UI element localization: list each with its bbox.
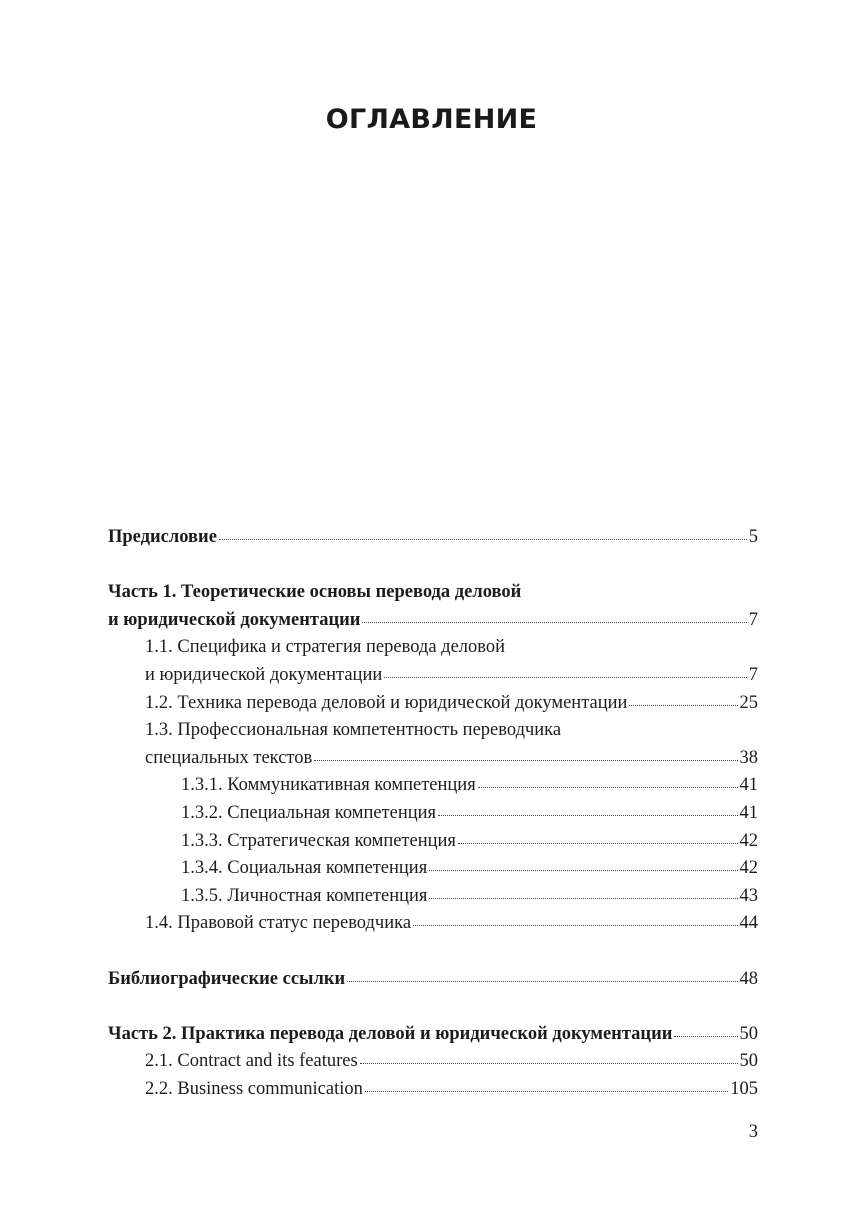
dot-leader — [413, 924, 737, 926]
toc-entry-preface[interactable] — [108, 524, 758, 552]
toc-entry-1-2[interactable] — [108, 690, 758, 718]
dot-leader — [360, 1062, 738, 1064]
toc-entry-title: 1.4. Правовой статус переводчика — [145, 913, 412, 934]
toc-entry-1-3-1[interactable] — [108, 772, 758, 800]
toc-page-number: 50 — [739, 1023, 758, 1044]
toc-entry-title: 1.3.1. Коммуникативная компетенция — [181, 775, 476, 796]
page-title: ОГЛАВЛЕНИЕ — [325, 104, 538, 135]
toc-page-number: 7 — [748, 664, 758, 685]
toc-entry-1-3[interactable] — [108, 717, 758, 772]
toc-page-number: 43 — [739, 885, 758, 906]
dot-leader — [362, 621, 746, 623]
toc-entry-title: 1.3.2. Специальная компетенция — [181, 802, 437, 823]
toc-entry-title-line1: Часть 1. Теоретические основы перевода деловой — [108, 582, 522, 603]
dot-leader — [674, 1035, 737, 1037]
toc-entry-1-3-2[interactable] — [108, 800, 758, 828]
toc-page-number: 38 — [739, 747, 758, 768]
toc-page-number: 41 — [739, 775, 758, 796]
dot-leader — [629, 704, 737, 706]
toc-page-number: 44 — [739, 913, 758, 934]
toc-entry-1-3-4[interactable] — [108, 855, 758, 883]
dot-leader — [478, 786, 738, 788]
toc-entry-title: Часть 2. Практика перевода деловой и юридической документации — [108, 1023, 673, 1044]
table-of-contents — [108, 524, 758, 1103]
toc-entry-1-1[interactable] — [108, 634, 758, 689]
dot-leader — [429, 869, 737, 871]
dot-leader — [347, 980, 737, 982]
toc-entry-1-3-5[interactable] — [108, 883, 758, 911]
page-number: 3 — [748, 1122, 758, 1142]
toc-entry-title-line1: 1.3. Профессиональная компетентность переводчика — [145, 720, 562, 741]
toc-entry-2-1[interactable] — [108, 1048, 758, 1076]
dot-leader — [438, 814, 737, 816]
toc-page-number: 25 — [739, 692, 758, 713]
toc-entry-part1[interactable] — [108, 579, 758, 634]
toc-entry-title: 1.3.5. Личностная компетенция — [181, 885, 428, 906]
toc-page-number: 105 — [730, 1078, 758, 1099]
toc-page-number: 7 — [748, 609, 758, 630]
toc-entry-title-line2: специальных текстов — [145, 747, 313, 768]
toc-entry-title: 1.3.4. Социальная компетенция — [181, 858, 428, 879]
toc-page-number: 48 — [739, 968, 758, 989]
toc-entry-bibliography[interactable] — [108, 966, 758, 994]
toc-page-number: 42 — [739, 858, 758, 879]
dot-leader — [429, 897, 737, 899]
toc-entry-title-line2: и юридической документации — [145, 664, 383, 685]
toc-page-number: 5 — [748, 527, 758, 547]
toc-page-number: 41 — [739, 802, 758, 823]
toc-entry-title: Предисловие — [108, 527, 217, 547]
toc-entry-title-line2: и юридической документации — [108, 609, 361, 630]
toc-entry-title: 1.2. Техника перевода деловой и юридической документации — [145, 692, 628, 713]
toc-page-number: 50 — [739, 1051, 758, 1072]
toc-entry-title: 1.3.3. Стратегическая компетенция — [181, 830, 456, 851]
toc-entry-1-4[interactable] — [108, 910, 758, 938]
dot-leader — [219, 538, 747, 540]
toc-entry-title: 2.2. Business communication — [145, 1078, 363, 1099]
toc-entry-1-3-3[interactable] — [108, 828, 758, 856]
dot-leader — [458, 842, 738, 844]
toc-entry-title: Библиографические ссылки — [108, 968, 346, 989]
toc-entry-part2[interactable] — [108, 1021, 758, 1049]
toc-page-number: 42 — [739, 830, 758, 851]
toc-entry-title: 2.1. Contract and its features — [145, 1051, 358, 1072]
dot-leader — [384, 676, 746, 678]
toc-entry-title-line1: 1.1. Специфика и стратегия перевода деловой — [145, 637, 506, 658]
toc-entry-2-2[interactable] — [108, 1076, 758, 1104]
dot-leader — [365, 1090, 728, 1092]
dot-leader — [314, 759, 737, 761]
